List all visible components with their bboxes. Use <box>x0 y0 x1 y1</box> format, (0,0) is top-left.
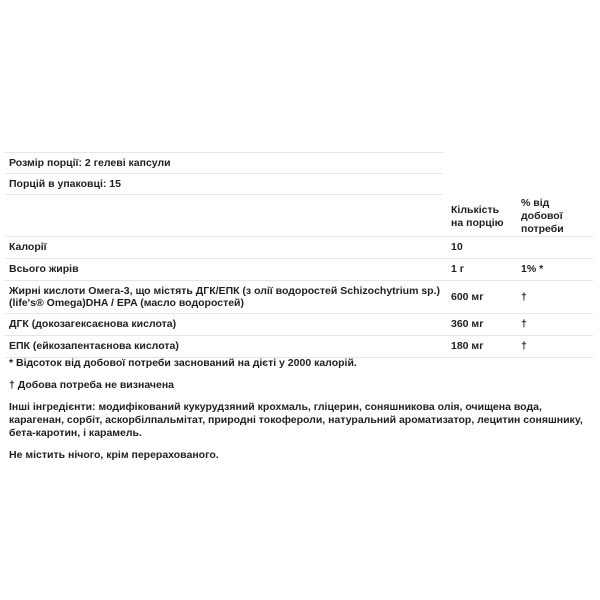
not-established-footnote: † Добова потреба не визначена <box>9 379 175 391</box>
serving-info <box>5 152 443 195</box>
header-amount: Кількість на порцію <box>447 195 517 237</box>
nutrition-table <box>5 195 593 358</box>
footnotes <box>5 352 593 462</box>
supplement-facts <box>5 152 593 358</box>
row-name: Жирні кислоти Омега-3, що містять ДГК/ЕПК (з олії водоростей Schizochytrium sp.) (life's® Omega)DHA / EPA (масло водоростей) <box>5 281 447 314</box>
header-daily-value: % від добової потреби <box>517 195 593 237</box>
contains-nothing-else: Не містить нічого, крім перерахованого. <box>9 449 219 461</box>
daily-value-footnote: * Відсоток від добової потреби заснований на дієті у 2000 калорій. <box>9 357 357 369</box>
row-amount: 10 <box>447 237 517 259</box>
table-row <box>5 259 593 281</box>
row-daily-value: † <box>517 281 593 314</box>
row-name: ЕПК (ейкозапентаєнова кислота) <box>5 336 447 358</box>
serving-size: Розмір порції: 2 гелеві капсули <box>5 152 443 173</box>
other-ingredients: Інші інгредієнти: модифікований кукурудзяний крохмаль, гліцерин, соняшникова олія, очищена вода, карагенан, сорбіт, аскорбілпальмітат, природні токофероли, натуральний ароматизатор, лецитин соняшнику, бета-каротин, і карамель. <box>9 401 583 439</box>
row-amount: 600 мг <box>447 281 517 314</box>
row-amount: 360 мг <box>447 314 517 336</box>
table-row <box>5 237 593 259</box>
row-name: Всього жирів <box>5 259 447 281</box>
table-header <box>5 195 593 237</box>
row-daily-value <box>517 237 593 259</box>
row-amount: 1 г <box>447 259 517 281</box>
row-name: Калорії <box>5 237 447 259</box>
table-row <box>5 281 593 314</box>
row-name: ДГК (докозагексаєнова кислота) <box>5 314 447 336</box>
row-daily-value: † <box>517 314 593 336</box>
servings-per-container: Порцій в упаковці: 15 <box>5 173 443 195</box>
row-amount: 180 мг <box>447 336 517 358</box>
row-daily-value: † <box>517 336 593 358</box>
header-name <box>5 195 447 237</box>
row-daily-value: 1% * <box>517 259 593 281</box>
table-row <box>5 314 593 336</box>
